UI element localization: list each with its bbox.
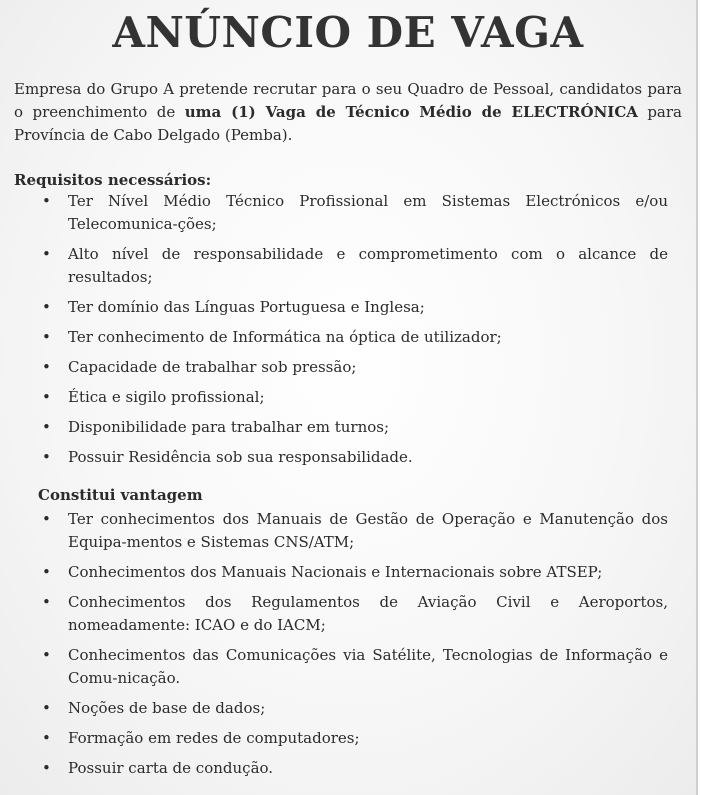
advantage-text: Conhecimentos dos Manuais Nacionais e Internacionais sobre ATSEP;: [68, 563, 603, 581]
bullet-icon: •: [42, 245, 51, 263]
advantages-heading: Constitui vantagem: [38, 486, 203, 504]
bullet-icon: •: [42, 418, 51, 436]
intro-text-end: para Província de Cabo Delgado (Pemba).: [14, 103, 682, 144]
bullet-icon: •: [42, 759, 51, 777]
requirement-item: [0, 416, 690, 439]
bullet-icon: •: [42, 510, 51, 528]
bullet-icon: •: [42, 646, 51, 664]
requirement-item: [0, 356, 690, 379]
bullet-icon: •: [42, 328, 51, 346]
advantage-text: Noções de base de dados;: [68, 699, 266, 717]
bullet-icon: •: [42, 729, 51, 747]
page-title: ANÚNCIO DE VAGA: [112, 8, 584, 57]
advantage-item: [0, 727, 690, 750]
intro-vacancy-highlight: uma (1) Vaga de Técnico Médio de ELECTRÓNICA: [184, 103, 638, 121]
requirement-text: Ter domínio das Línguas Portuguesa e Inglesa;: [68, 298, 425, 316]
requirement-item: [0, 326, 690, 349]
requirement-text: Ter Nível Médio Técnico Profissional em Sistemas Electrónicos e/ou Telecomunica-ções;: [68, 192, 668, 233]
bullet-icon: •: [42, 563, 51, 581]
advantages-list: [0, 508, 690, 787]
bullet-icon: •: [42, 192, 51, 210]
bullet-icon: •: [42, 388, 51, 406]
advantage-text: Conhecimentos das Comunicações via Satélite, Tecnologias de Informação e Comu-nicação.: [68, 646, 668, 687]
requirement-text: Disponibilidade para trabalhar em turnos;: [68, 418, 390, 436]
requirement-item: [0, 446, 690, 469]
requirement-text: Capacidade de trabalhar sob pressão;: [68, 358, 357, 376]
bullet-icon: •: [42, 298, 51, 316]
requirements-list: [0, 190, 690, 476]
advantage-text: Possuir carta de condução.: [68, 759, 274, 777]
advantage-item: [0, 561, 690, 584]
bullet-icon: •: [42, 448, 51, 466]
requirement-item: [0, 386, 690, 409]
advantage-text: Conhecimentos dos Regulamentos de Aviação Civil e Aeroportos, nomeadamente: ICAO e do IACM;: [68, 593, 668, 634]
requirement-text: Possuir Residência sob sua responsabilidade.: [68, 448, 413, 466]
requirement-text: Alto nível de responsabilidade e comprometimento com o alcance de resultados;: [68, 245, 668, 286]
advantage-item: [0, 644, 690, 690]
advantage-item: [0, 591, 690, 637]
requirement-item: [0, 190, 690, 236]
advantage-item: [0, 508, 690, 554]
requirements-heading: Requisitos necessários:: [14, 171, 212, 189]
bullet-icon: •: [42, 699, 51, 717]
intro-text-start: Empresa do Grupo A pretende recrutar para o seu Quadro de Pessoal, candidatos para o preenchimento de: [14, 80, 682, 121]
intro-paragraph: [14, 78, 682, 147]
bullet-icon: •: [42, 358, 51, 376]
requirement-text: Ética e sigilo profissional;: [68, 388, 265, 406]
advantage-text: Formação em redes de computadores;: [68, 729, 360, 747]
requirement-item: [0, 296, 690, 319]
advantage-item: [0, 757, 690, 780]
requirement-text: Ter conhecimento de Informática na óptica de utilizador;: [68, 328, 502, 346]
bullet-icon: •: [42, 593, 51, 611]
advantage-text: Ter conhecimentos dos Manuais de Gestão de Operação e Manutenção dos Equipa-mentos e Sistemas CNS/ATM;: [68, 510, 668, 551]
advantage-item: [0, 697, 690, 720]
requirement-item: [0, 243, 690, 289]
